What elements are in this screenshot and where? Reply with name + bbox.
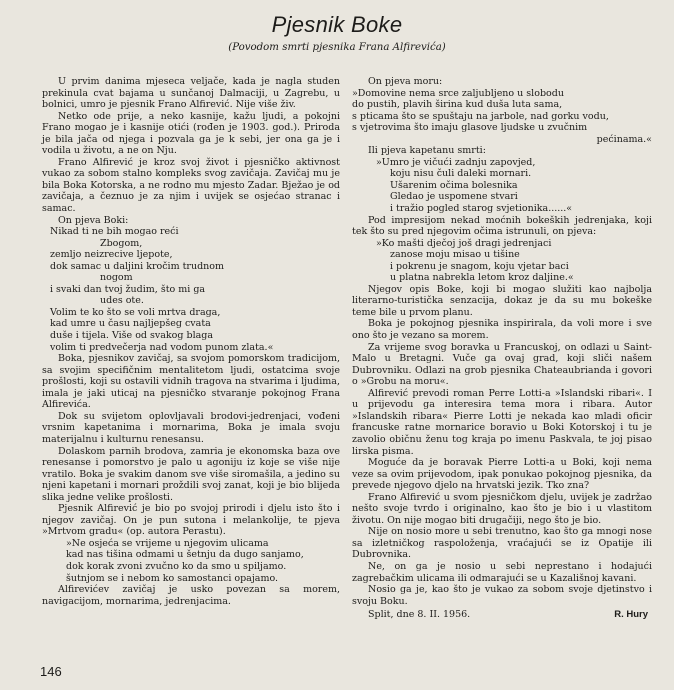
poem-kapetanu-smrti bbox=[352, 157, 652, 215]
poem-line: i svaki dan tvoj žudim, što mi ga bbox=[50, 283, 206, 295]
left-column bbox=[42, 76, 340, 607]
poem-line: dok samac u daljini kročim trudnom bbox=[50, 260, 225, 272]
poem-intro: On pjeva Boki: bbox=[58, 214, 129, 226]
poem-jedrenjaci bbox=[352, 238, 652, 284]
paragraph: Pod impresijom nekad moćnih bokeških jedrenjaka, koji tek što su pred njegovim očima istrunuli, on pjeva: bbox=[352, 214, 652, 238]
page-number: 146 bbox=[40, 664, 62, 679]
poem-line: zanose moju misao u tišine bbox=[390, 249, 520, 261]
paragraph: Dolaskom parnih brodova, zamria je ekonomska baza ove renesanse i pomorstvo je palo u agoniju iz koje se više nije vratilo. Boka je svakim danom sve više siromašila, a jedino su njeni kapetani i mornari proždili svoj zanat, koji je bio blijeda slika jedne velike prošlosti. bbox=[42, 445, 340, 503]
paragraph: Boka je pokojnog pjesnika inspirirala, da voli more i sve ono što je vezano sa morem. bbox=[352, 318, 652, 342]
poem-line: volim ti predvečerja nad vodom punom zlata.« bbox=[50, 341, 274, 353]
poem-mrtvom-gradu bbox=[42, 538, 340, 584]
paragraph: U prvim danima mjeseca veljače, kada je nagla studen prekinula cvat bajama u sunčanoj Dalmaciji, u Zagrebu, u bolnici, umro je pjesnik Frano Alfirević. Nije više živ. bbox=[42, 76, 340, 111]
poem-moru bbox=[352, 88, 652, 146]
poem-line: i pokrenu je snagom, koju vjetar baci bbox=[390, 260, 569, 272]
paragraph: Nosio ga je, kao što je vukao za sobom svoje djetinstvo i svoju Boku. bbox=[352, 584, 652, 607]
poem-line: kad umre u času najljepšeg cvata bbox=[50, 318, 211, 330]
poem-intro: Ili pjeva kapetanu smrti: bbox=[368, 145, 486, 157]
poem-line: do pustih, plavih širina kud duša luta sama, bbox=[352, 99, 563, 111]
right-column bbox=[352, 76, 652, 621]
poem-line: duše i tijela. Više od svakog blaga bbox=[50, 330, 214, 342]
poem-line: s pticama što se spuštaju na jarbole, nad gorku vodu, bbox=[352, 110, 609, 122]
poem-line: »Ko mašti dječoj još dragi jedrenjaci bbox=[376, 237, 552, 249]
author-name: R. Hury bbox=[614, 609, 648, 621]
poem-line: šutnjom se i nebom ko samostanci opajamo. bbox=[66, 572, 279, 584]
poem-line: u platna nabrekla letom kroz daljine.« bbox=[390, 272, 574, 284]
paragraph: Frano Alfirević u svom pjesničkom djelu, uvijek je zadržao nešto svoje tvrdo i originalno, kao što je bio i u vlastitom životu. On nije mogao biti drugačiji, nego što je bio. bbox=[352, 491, 652, 526]
poem-line: »Ne osjeća se vrijeme u njegovim ulicama bbox=[66, 537, 269, 549]
paragraph: Moguće da je boravak Pierre Lotti-a u Boki, koji nema veze sa ovim prijevodom, ipak ponukao pokojnog pjesnika, da prevede njegovo djelo na hrvatski jezik. Tko zna? bbox=[352, 457, 652, 492]
poem-line: koju nisu čuli daleki mornari. bbox=[390, 168, 532, 180]
poem-boki bbox=[42, 226, 340, 353]
poem-line: i tražio pogled starog svjetionika......« bbox=[390, 203, 573, 215]
poem-line: »Domovine nema srce zaljubljeno u slobodu bbox=[352, 87, 564, 99]
article-subtitle: (Povodom smrti pjesnika Frana Alfirevića) bbox=[228, 42, 446, 53]
poem-intro: On pjeva moru: bbox=[368, 76, 443, 87]
poem-line: pećinama.« bbox=[596, 133, 652, 145]
poem-line: Zbogom, bbox=[100, 237, 143, 249]
poem-line: s vjetrovima što imaju glasove ljudske u zvučnim bbox=[352, 122, 588, 134]
paragraph: Alfirević prevodi roman Perre Lotti-a »Islandski ribari«. I u prijevodu ga interesira tema mora i ribara. Autor »Islandskih ribara« Pierre Lotti je nekada kao mladi oficir francuske ratne mornarice boravio u Boki Kotorskoj i tu je zavolio običnu ženu tog kraja po imenu Paskvala, te joj pisao lirska pisma. bbox=[352, 387, 652, 457]
paragraph: Ne, on ga je nosio u sebi neprestano i hodajući zagrebačkim ulicama ili odmarajući se u Kazališnoj kavani. bbox=[352, 560, 652, 584]
poem-line: Nikad ti ne bih mogao reći bbox=[50, 226, 179, 238]
paragraph: Nije on nosio more u sebi trenutno, kao što ga mnogi nose sa izletničkog raspoloženja, vraćajući se iz Opatije ili Dubrovnika. bbox=[352, 526, 652, 561]
article-title: Pjesnik Boke bbox=[271, 12, 403, 37]
poem-line: Ušarenim očima bolesnika bbox=[390, 179, 518, 191]
place-date: Split, dne 8. II. 1956. bbox=[368, 609, 471, 621]
paragraph: Boka, pjesnikov zavičaj, sa svojom pomorskom tradicijom, sa svojim specifičnim mentalitetom ljudi, ostatcima svoje prošlosti, koji su ostavili vidnih tragova na stvarima i ljudima, imala je jaki uticaj na pjesničko stvaranje pokojnog Frana Alfirevića. bbox=[42, 353, 340, 411]
poem-line: Gledao je uspomene stvari bbox=[390, 191, 518, 203]
poem-line: udes ote. bbox=[100, 295, 144, 307]
paragraph: Njegov opis Boke, koji bi mogao služiti kao najbolja literarno-turistička senzacija, dokaz je da su mu bokeške teme bile u prvom planu. bbox=[352, 283, 652, 318]
paragraph: Netko ode prije, a neko kasnije, kažu ljudi, a pokojni Frano mogao je i kasnije otići (rođen je 1903. god.). Priroda je bila jača od njega i pozvala ga je k sebi, jer ona ga je i vodila u životu, a ne on Nju. bbox=[42, 110, 340, 157]
poem-line: kad nas tišina odmami u šetnju da dugo sanjamo, bbox=[66, 549, 304, 561]
paragraph: Za vrijeme svog boravka u Francuskoj, on odlazi u Saint-Malo u Bretagni. Vuče ga ovaj grad, koji sliči našem Dubrovniku. Odlazi na grob pjesnika Chateaubrianda i govori o »Grobu na moru«. bbox=[352, 341, 652, 388]
poem-line: dok korak zvoni zvučno ko da smo u spiljamo. bbox=[66, 560, 287, 572]
paragraph: Dok su svijetom oplovljavali brodovi-jedrenjaci, vođeni vrsnim kapetanima i mornarima, Boka je imala svoju materijalnu i kulturnu renesansu. bbox=[42, 410, 340, 445]
signature-line bbox=[352, 609, 652, 621]
poem-line: »Umro je vičući zadnju zapovjed, bbox=[376, 156, 536, 168]
paragraph: Pjesnik Alfirević je bio po svojoj prirodi i djelu isto što i njegov zavičaj. On je pun sutona i melankolije, te pjeva »Mrtvom gradu« (op. autora Perastu). bbox=[42, 503, 340, 538]
poem-line: zemljo neizrecive ljepote, bbox=[50, 249, 173, 261]
poem-line: nogom bbox=[100, 272, 133, 284]
paragraph: Frano Alfirević je kroz svoj život i pjesničko aktivnost vukao za sobom stalno kompleks svog zavičaja. Zavičaj mu je bila Boka Kotorska, a ne rodno mu mjesto Zadar. Bježao je od zavičaja, a čeznuo je za njim i uvijek se osjećao stranac i samac. bbox=[42, 156, 340, 215]
paragraph: Alfirevićev zavičaj je usko povezan sa morem, navigacijom, mornarima, jedrenjacima. bbox=[42, 584, 340, 607]
poem-line: Volim te ko što se voli mrtva draga, bbox=[50, 306, 221, 318]
